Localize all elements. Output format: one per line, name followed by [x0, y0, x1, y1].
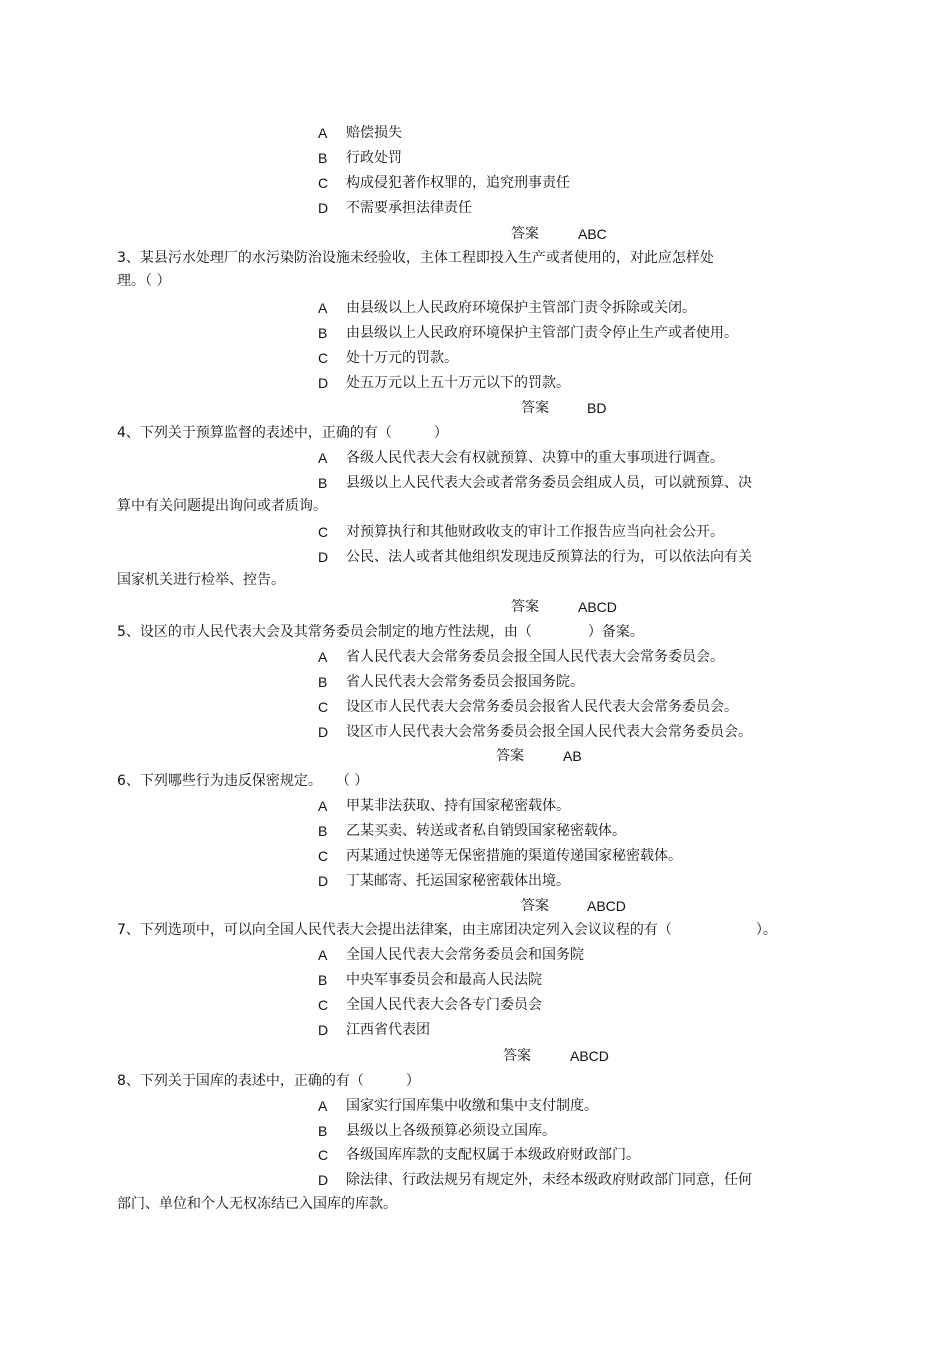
- option-letter: B: [318, 475, 328, 491]
- option-letter: D: [318, 1022, 329, 1038]
- answer-value: ABC: [578, 226, 607, 242]
- option-text: 县级以上人民代表大会或者常务委员会组成人员，可以就预算、决: [346, 475, 752, 491]
- option-letter: D: [318, 549, 329, 565]
- answer-label: 答案: [503, 1048, 531, 1064]
- option-letter: B: [318, 150, 328, 166]
- option-text: 设区市人民代表大会常务委员会报全国人民代表大会常务委员会。: [346, 724, 752, 740]
- option-letter: A: [318, 649, 328, 665]
- option-text: 全国人民代表大会各专门委员会: [346, 997, 542, 1013]
- option-letter: D: [318, 200, 329, 216]
- option-letter: A: [318, 947, 328, 963]
- question-stem-line: 理。（ ）: [117, 273, 171, 289]
- option-text: 江西省代表团: [346, 1022, 430, 1038]
- option-letter: D: [318, 873, 329, 889]
- option-letter: C: [318, 848, 329, 864]
- option-text: 设区市人民代表大会常务委员会报省人民代表大会常务委员会。: [346, 699, 738, 715]
- option-letter: D: [318, 724, 329, 740]
- option-text: 丙某通过快递等无保密措施的渠道传递国家秘密载体。: [346, 848, 682, 864]
- question-stem-line: 7、下列选项中，可以向全国人民代表大会提出法律案，由主席团决定列入会议议程的有（ ）。: [117, 922, 777, 938]
- answer-label: 答案: [511, 226, 539, 242]
- option-text-cont: 国家机关进行检举、控告。: [117, 572, 285, 588]
- option-text: 构成侵犯著作权罪的，追究刑事责任: [346, 175, 570, 191]
- answer-value: ABCD: [578, 599, 617, 615]
- answer-value: ABCD: [587, 898, 626, 914]
- answer-label: 答案: [511, 599, 539, 615]
- question-stem-line: 6、下列哪些行为违反保密规定。 （ ）: [117, 773, 369, 789]
- option-letter: C: [318, 699, 329, 715]
- option-text: 中央军事委员会和最高人民法院: [346, 972, 542, 988]
- option-letter: D: [318, 1172, 329, 1188]
- option-text: 各级人民代表大会有权就预算、决算中的重大事项进行调查。: [346, 450, 724, 466]
- option-letter: D: [318, 375, 329, 391]
- option-text: 全国人民代表大会常务委员会和国务院: [346, 947, 584, 963]
- option-letter: C: [318, 175, 329, 191]
- option-text: 除法律、行政法规另有规定外，未经本级政府财政部门同意，任何: [346, 1172, 752, 1188]
- option-letter: C: [318, 524, 329, 540]
- option-text: 国家实行国库集中收缴和集中支付制度。: [346, 1098, 598, 1114]
- answer-value: ABCD: [570, 1048, 609, 1064]
- option-text: 省人民代表大会常务委员会报全国人民代表大会常务委员会。: [346, 649, 724, 665]
- question-stem-line: 5、设区的市人民代表大会及其常务委员会制定的地方性法规，由（ ）备案。: [117, 624, 644, 640]
- option-letter: C: [318, 350, 329, 366]
- option-text: 由县级以上人民政府环境保护主管部门责令拆除或关闭。: [346, 300, 696, 316]
- answer-label: 答案: [521, 898, 549, 914]
- option-text: 省人民代表大会常务委员会报国务院。: [346, 674, 584, 690]
- answer-value: BD: [587, 400, 607, 416]
- option-letter: C: [318, 1147, 329, 1163]
- answer-label: 答案: [521, 400, 549, 416]
- option-text-cont: 部门、单位和个人无权冻结已入国库的库款。: [117, 1196, 397, 1212]
- option-text: 公民、法人或者其他组织发现违反预算法的行为，可以依法向有关: [346, 549, 752, 565]
- question-stem-line: 8、下列关于国库的表述中，正确的有（ ）: [117, 1073, 420, 1089]
- option-text: 甲某非法获取、持有国家秘密载体。: [346, 798, 570, 814]
- option-text: 由县级以上人民政府环境保护主管部门责令停止生产或者使用。: [346, 325, 738, 341]
- option-letter: A: [318, 450, 328, 466]
- option-text-cont: 算中有关问题提出询问或者质询。: [117, 498, 327, 514]
- option-text: 县级以上各级预算必须设立国库。: [346, 1123, 556, 1139]
- option-letter: C: [318, 997, 329, 1013]
- option-letter: B: [318, 972, 328, 988]
- answer-value: AB: [563, 748, 582, 764]
- option-letter: B: [318, 823, 328, 839]
- option-letter: B: [318, 325, 328, 341]
- option-text: 处五万元以上五十万元以下的罚款。: [346, 375, 570, 391]
- option-text: 行政处罚: [346, 150, 402, 166]
- option-text: 处十万元的罚款。: [346, 350, 458, 366]
- option-text: 对预算执行和其他财政收支的审计工作报告应当向社会公开。: [346, 524, 724, 540]
- answer-label: 答案: [496, 748, 524, 764]
- option-text: 赔偿损失: [346, 125, 402, 141]
- option-text: 乙某买卖、转送或者私自销毁国家秘密载体。: [346, 823, 626, 839]
- option-text: 不需要承担法律责任: [346, 200, 472, 216]
- option-letter: B: [318, 1123, 328, 1139]
- option-letter: B: [318, 674, 328, 690]
- question-stem-line: 3、某县污水处理厂的水污染防治设施未经验收，主体工程即投入生产或者使用的，对此应怎样处: [117, 250, 714, 266]
- option-text: 丁某邮寄、托运国家秘密载体出境。: [346, 873, 570, 889]
- question-stem-line: 4、下列关于预算监督的表述中，正确的有（ ）: [117, 425, 448, 441]
- option-letter: A: [318, 798, 328, 814]
- option-letter: A: [318, 1098, 328, 1114]
- option-text: 各级国库库款的支配权属于本级政府财政部门。: [346, 1147, 640, 1163]
- option-letter: A: [318, 125, 328, 141]
- option-letter: A: [318, 300, 328, 316]
